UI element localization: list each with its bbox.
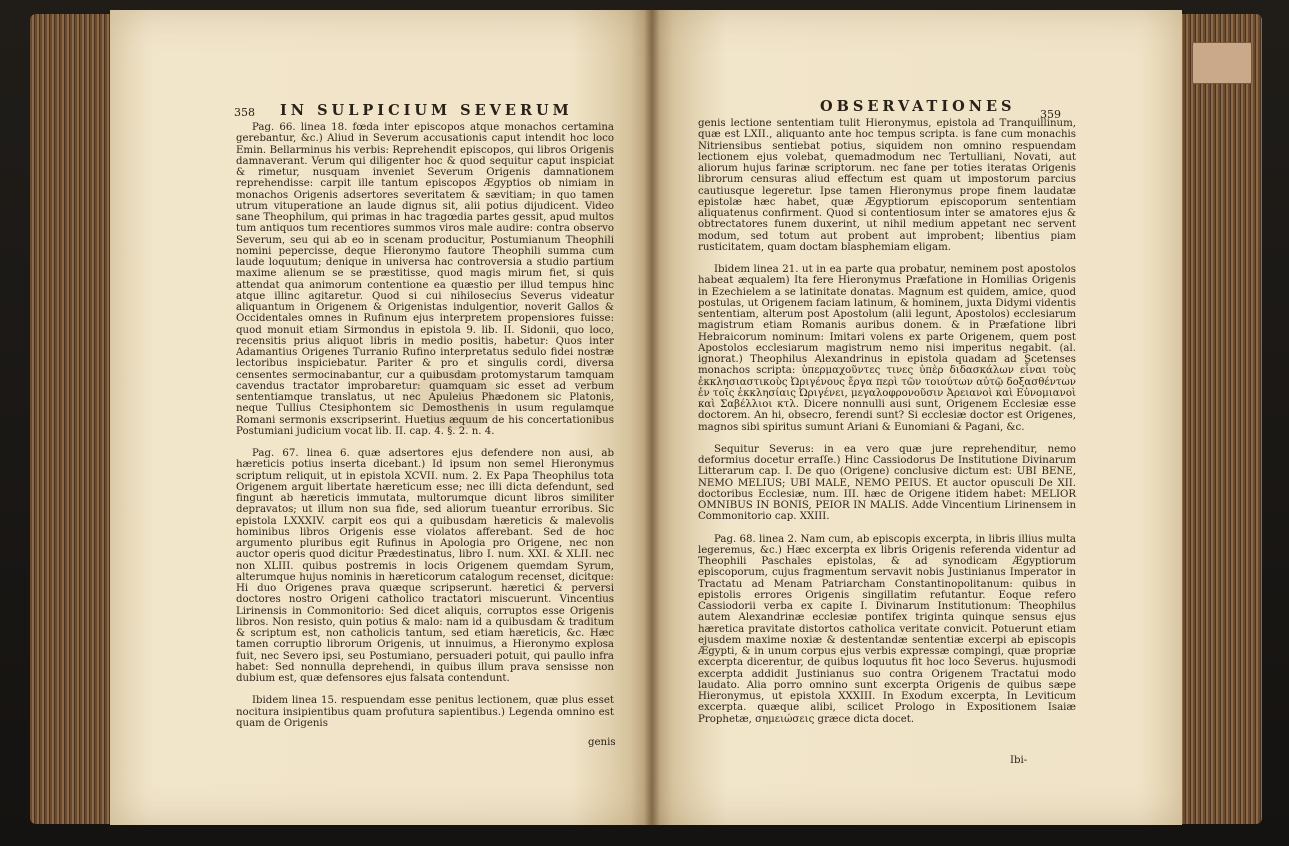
- book-fore-edge-left: [30, 14, 112, 824]
- catchword: Ibi-: [1010, 755, 1028, 766]
- paragraph: Sequitur Severus: in ea vero quæ jure reprehenditur, nemo deformius docetur erraſſe.) Hinc Cassiodorus De Institutione Divinarum Litterarum cap. I. De quo (Origene) conclusive dictum est: UBI BENE, NEMO MELIUS; UBI MALE, NEMO PEIUS. Et auctor opusculi De XII. doctoribus Ecclesiæ, num. III. hæc de Origene itidem habet: MELIOR OMNIBUS IN BONIS, PEIOR IN MALIS. Adde Vincentium Lirinensem in Commonitorio cap. XXIII.: [698, 443, 1076, 523]
- paragraph: genis lectione sententiam tulit Hieronymus, epistola ad Tranquillinum, quæ est LXII., aliquanto ante hoc tempus scripta. is fane cum monachis Nitriensibus sentiebat potius, siquidem non omnino respuendam lectionem ejus volebat, quemadmodum nec Tertulliani, Novati, aut aliorum hujus farinæ scriptorum. nec fane per toties iteratas Origenis librorum censuras aliud effectum est quam ut impostorum parcius cautiusque legeretur. Ipse tamen Hieronymus prope finem laudatæ epistolæ hæc habet, quæ Ægyptiorum episcoporum sententiam aliquatenus confirment. Quod si contentiosum inter se amatores ejus & obtrectatores funem duxerint, ut nihil medium appetant nec servent modum, sed totum aut probent aut improbent; libentius piam rusticitatem, quam doctam blasphemiam eligam.: [698, 118, 1076, 253]
- book-gutter: [644, 10, 660, 825]
- shelf-label: [1192, 42, 1252, 84]
- right-page: [652, 10, 1182, 825]
- page-number: 359: [1040, 108, 1061, 121]
- running-head: OBSERVATIONES: [820, 98, 1016, 115]
- paragraph: Ibidem linea 21. ut in ea parte qua probatur, neminem post apostolos habeat æqualem) Ita fere Hieronymus Præfatione in Homilias Origenis in Ezechielem a se latinitate donatas. Magnum est quidem, amice, quod postulas, ut Origenem faciam latinum, & hominem, juxta Didymi videntis sententiam, alterum post Apostolum (alii legunt, Apostolos) ecclesiarum magistrum etiam Romanis auribus donem. & in Præfatione libri Hebraicorum nominum: Imitari volens ex parte Origenem, quem post Apostolos ecclesiarum magistrum nemo nisi imperitus negabit. (al. ignorat.) Theophilus Alexandrinus in epistola quadam ad Scetenses monachos scripta: ὑπερμαχοῦντες τινες ὑπὲρ διδασκάλων εἶναι τοὺς ἐκκλησιαστικοὺς Ὠριγένους ἔργα περὶ τῶν τοιούτων αὐτῷ δοξασθέντων ἐν τοῖς ἐκκλησίαις Ὠριγένει, μεγαλοφρονοῦσιν Ἀρειανοὶ καὶ Εὐνομιανοὶ καὶ Σαβέλλιοι κτλ. Dicere nonnulli ausi sunt, Origenem Ecclesiæ esse doctorem. An hi, obsecro, ferendi sunt? Si ecclesiæ doctor est Origenes, magnos sibi spiritus sumunt Ariani & Eunomiani & Pagani, &c.: [698, 264, 1076, 433]
- left-page: [110, 10, 652, 825]
- page-number: 358: [234, 106, 255, 119]
- paragraph: Pag. 68. linea 2. Nam cum, ab episcopis excerpta, in libris illius multa legeremus, &c.) Hæc excerpta ex libris Origenis referenda videntur ad Theophili Paschales epistolas, & ad synodicam Ægyptiorum episcoporum, cujus fragmentum servavit nobis Justinianus Imperator in Tractatu ad Menam Patriarcham Constantinopolitanum: quibus in epistolis errores Origenis singillatim refutantur. Eoque refero Cassiodorii verba ex capite I. Divinarum Institutionum: Theophilus autem Alexandrinæ ecclesiæ pontifex triginta quinque sensus ejus hæretica pravitate distortos catholica veritate convicit. Potuerunt etiam ejusdem maxime noxiæ & destentandæ sententiæ excerpi ab episcopis Ægypti, & in unum corpus ejus verbis expressæ compingi, quæ propriæ excerpta dicerentur, de quibus loquutus fit hoc loco Severus. hujusmodi excerpta addidit Justinianus suo contra Origenem Tractatui modo laudato. Alia porro omnino sunt excerpta Origenis de quibus sæpe Hieronymus, ut epistola XXXIII. In Exodum excerpta, In Leviticum excerpta. quæque alibi, scilicet Prologo in Expositionem Isaiæ Prophetæ, σημειώσεις græce dicta docet.: [698, 533, 1076, 725]
- paragraph: Pag. 66. linea 18. fœda inter episcopos atque monachos certamina gerebantur, &c.) Aliud in Severum accusationis caput intendit hoc loco Emin. Bellarminus his verbis: Reprehendit episcopos, qui libros Origenis damnaverant. Verum qui diligenter hoc & quod sequitur caput inspiciat & rimetur, nusquam inveniet Severum Origenis damnationem reprehendisse: carpit ille tantum episcopos Ægyptios ob nimiam in monachos Origenis adsertores severitatem & sævitiam; in quo tamen utrum vituperatione an laude dignus sit, alii potius dijudicent. Video sane Theophilum, qui primas in hac tragœdia partes gessit, apud multos tum antiquos tum recentiores summos viros male audire: contra observo Severum, seu qui ab eo in scenam producitur, Postumianum Theophili nomini pepercisse, deque Hieronymo fautore Theophili summa cum laude loquutum; denique in universa hac controversia a studio partium maxime alienum se se præstitisse, quod magis mirum fiet, si quis attendat qua animorum contentione ea quæstio per illud tempus hinc atque illinc agitaretur. Quod si cui nihilosecius Severus videatur aliquantum in Origenem & Origenistas indulgentior, noverit Gallos & Occidentales omnes in Rufinum ejus interpretem propensiores fuisse: quod monuit etiam Sirmondus in epistola 9. lib. II. Sidonii, quo loco, recensitis prius aliquot libris in medio positis, habetur: Quos inter Adamantius Origenes Turranio Rufino interpretatus sedulo fidei nostræ lectoribus inspiciebatur. Pariter & pro et singulis cordi, diversa censentes sermocinabantur, cur a quibusdam protomystarum tamquam cavendus tractator improbaretur: quamquam sic esset ad verbum sententiamque translatus, ut nec Apuleius Phædonem sic Platonis, neque Tullius Ctesiphontem sic Demosthenis in usum regulamque Romani sermonis exscripserint. Huetius æquum de his concertationibus Postumiani judicium vocat lib. II. cap. 4. §. 2. n. 4.: [236, 122, 614, 437]
- paragraph: Ibidem linea 15. respuendam esse penitus lectionem, quæ plus esset nocitura insipientibus quam profutura sapientibus.) Legenda omnino est quam de Origenis: [236, 695, 614, 729]
- paragraph: Pag. 67. linea 6. quæ adsertores ejus defendere non ausi, ab hæreticis potius inserta dicebant.) Id ipsum non semel Hieronymus scriptum reliquit, ut in epistola XCVII. num. 2. Ex Papa Theophilus tota Origenem arguit libertate hæreticum esse; nec illi dicta defendunt, sed fingunt ab hæreticis immutata, multorumque dicunt libros similiter depravatos; ut illum non sua fide, sed aliorum tueantur erroribus. Sic epistola LXXXIV. carpit eos qui a quibusdam hæreticis & malevolis hominibus libros Origenis esse violatos afferebant. Sed de hoc argumento pluribus egit Rufinus in Apologia pro Origene, nec non auctor operis quod dicitur Prædestinatus, libro I. num. XXI. & XLII. nec non XLIII. quibus postremis in locis Origenem quemdam Syrum, alterumque hujus nominis in hæreticorum catalogum recenset, dicitque: Hi duo Origenes prava quæque scripserunt. hæretici & perversi doctores nostro Origeni catholico tractatori miscuerunt. Vincentius Lirinensis in Commonitorio: Sed dicet aliquis, corruptos esse Origenis libros. Non resisto, quin potius & malo: nam id a quibusdam & traditum & scriptum est, non catholicis tantum, sed etiam hæreticis, &c. Hæc tamen corruptio librorum Origenis, ut innuimus, a Hieronymo explosa fuit, nec Severo ipsi, seu Postumiano, persuaderi potuit, qui paullo infra habet: Sed nonnulla deprehendi, in quibus illum prava sensisse non dubium est, quæ defensores ejus falsata contendunt.: [236, 448, 614, 684]
- page-body: [236, 122, 614, 729]
- catchword: genis: [588, 737, 616, 748]
- book-fore-edge-right: [1170, 14, 1262, 824]
- page-body: [698, 118, 1076, 725]
- running-head: IN SULPICIUM SEVERUM: [280, 102, 573, 119]
